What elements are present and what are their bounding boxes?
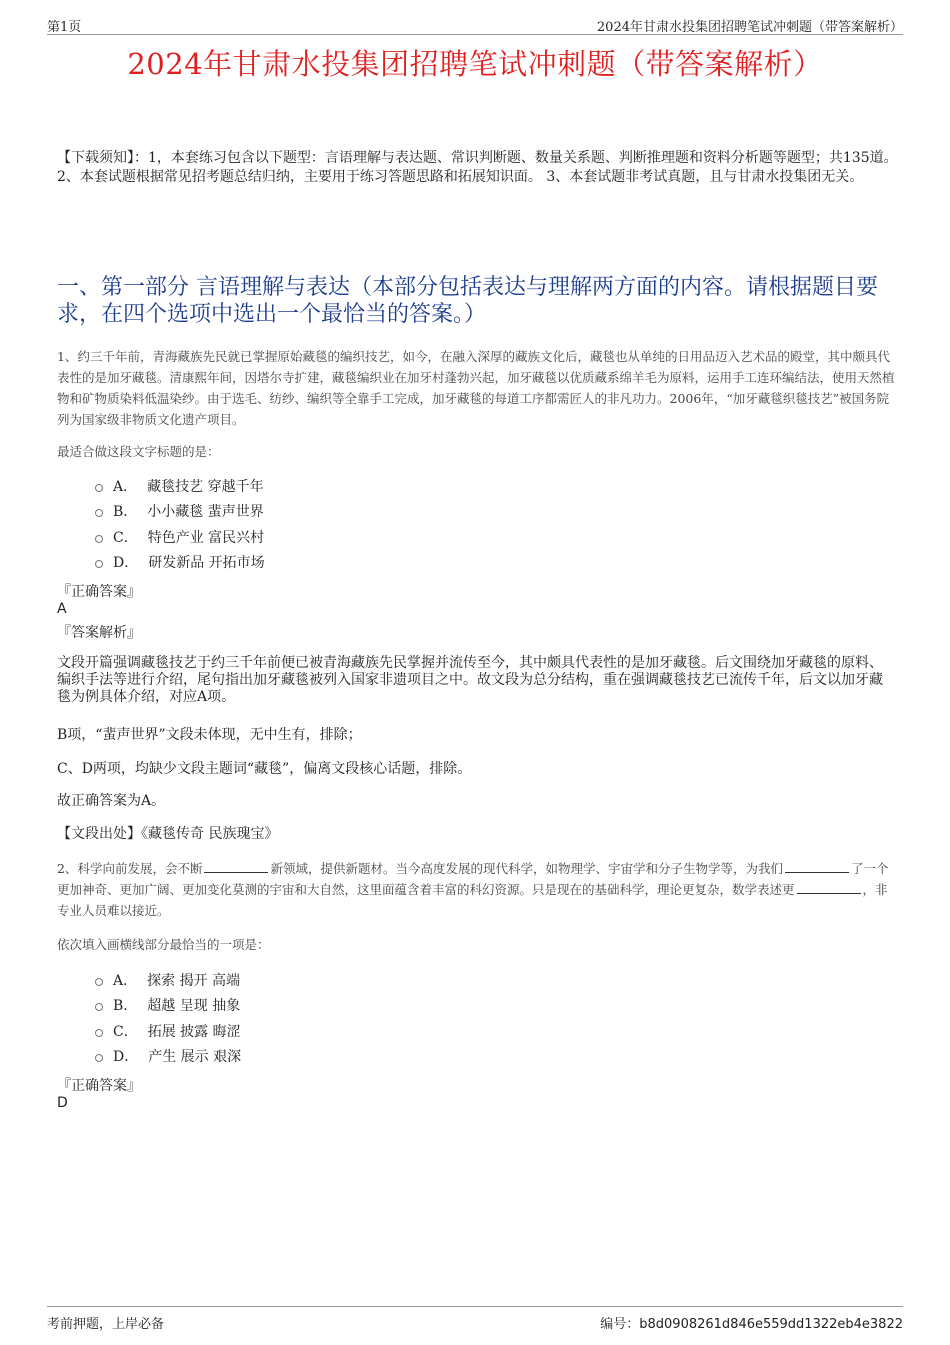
header-doc-title: 2024年甘肃水投集团招聘笔试冲刺题（带答案解析） <box>596 20 903 35</box>
fill-blank-1 <box>204 860 268 873</box>
question-1-options <box>95 473 265 575</box>
q1-option-b[interactable]: B． 小小藏毯 蜚声世界 <box>95 499 265 525</box>
question-2-stem: 2、科学向前发展，会不断 新领域，提供新题材。当今高度发展的现代科学，如物理学、宇宙学和分子生物学等，为我们 了一个更加神奇、更加广阔、更加变化莫测的宇宙和大自然，这里面蕴含着丰富的科幻资源。只是现在的基础科学，理论更复杂，数学表述更 ，非专业人员难以接近。 <box>57 861 889 918</box>
q2-option-d[interactable]: D． 产生 展示 艰深 <box>95 1044 241 1070</box>
q2-answer: D <box>57 1095 68 1111</box>
radio-button[interactable] <box>95 1054 103 1062</box>
q1-answer: A <box>57 601 67 617</box>
option-text: 探索 揭开 高端 <box>147 972 241 989</box>
radio-button[interactable] <box>95 484 103 492</box>
page-number: 第1页 <box>47 20 82 35</box>
q2-option-b[interactable]: B． 超越 呈现 抽象 <box>95 993 241 1019</box>
page-footer <box>47 1306 903 1332</box>
page-header <box>47 14 903 35</box>
q1-source: 【文段出处】《藏毯传奇 民族瑰宝》 <box>57 826 279 842</box>
q1-option-c[interactable]: C． 特色产业 富民兴村 <box>95 524 265 550</box>
q2-option-c[interactable]: C． 拓展 披露 晦涩 <box>95 1018 241 1044</box>
q1-analysis-paragraph: 文段开篇强调藏毯技艺于约三千年前便已被青海藏族先民掌握并流传至今，其中颇具代表性的是加牙藏毯。后文围绕加牙藏毯的原料、编织手法等进行介绍，尾句指出加牙藏毯被列入国家非遗项目之中。故文段为总分结构，重在强调藏毯技艺已流传千年，后文以加牙藏毯为例具体介绍，对应A项。 <box>57 655 883 705</box>
footer-slogan: 考前押题，上岸必备 <box>47 1317 165 1332</box>
q1-analysis-conclusion: 故正确答案为A。 <box>57 793 166 809</box>
question-1-stem: 1、约三千年前，青海藏族先民就已掌握原始藏毯的编织技艺，如今，在融入深厚的藏族文化后，藏毯也从单纯的日用品迈入艺术品的殿堂，其中颇具代表性的是加牙藏毯。清康熙年间，因塔尔寺扩建，藏毯编织业在加牙村蓬勃兴起，加牙藏毯以优质藏系绵羊毛为原料，运用手工连环编结法，使用天然植物和矿物质染料低温染纱。由于选毛、纺纱、编织等全靠手工完成，加牙藏毯的每道工序都需匠人的非凡功力。2006年，“加牙藏毯织毯技艺”被国务院列为国家级非物质文化遗产项目。 <box>57 349 895 427</box>
option-text: 特色产业 富民兴村 <box>147 529 265 546</box>
q2-option-a[interactable]: A． 探索 揭开 高端 <box>95 967 241 993</box>
fill-blank-3 <box>797 881 861 894</box>
radio-button[interactable] <box>95 978 103 986</box>
question-2-prompt: 依次填入画横线部分最恰当的一项是： <box>57 937 270 952</box>
question-2-options <box>95 967 241 1069</box>
q1-option-a[interactable]: A． 藏毯技艺 穿越千年 <box>95 473 265 499</box>
radio-button[interactable] <box>95 1003 103 1011</box>
option-text: 小小藏毯 蜚声世界 <box>147 504 264 521</box>
q2-correct-answer-label: 『正确答案』 <box>57 1078 141 1094</box>
fill-blank-2 <box>785 860 849 873</box>
radio-button[interactable] <box>95 509 103 517</box>
option-text: 拓展 披露 晦涩 <box>147 1023 241 1040</box>
q1-analysis-option-b: B项，“蜚声世界”文段未体现，无中生有，排除； <box>57 727 362 743</box>
q1-correct-answer-label: 『正确答案』 <box>57 584 141 600</box>
radio-button[interactable] <box>95 535 103 543</box>
option-text: 超越 呈现 抽象 <box>147 998 241 1015</box>
document-title: 2024年甘肃水投集团招聘笔试冲刺题（带答案解析） <box>127 47 823 81</box>
option-text: 产生 展示 艰深 <box>148 1049 242 1066</box>
download-notice: 【下载须知】：1，本套练习包含以下题型：言语理解与表达题、常识判断题、数量关系题、判断推理题和资料分析题等题型；共135道。 2、本套试题根据常见招考题总结归纳，主要用于练习答题思路和拓展知识面。 3、本套试题非考试真题，且与甘肃水投集团无关。 <box>57 150 898 185</box>
radio-button[interactable] <box>95 1029 103 1037</box>
radio-button[interactable] <box>95 560 103 568</box>
question-1-prompt: 最适合做这段文字标题的是： <box>57 444 220 459</box>
q1-option-d[interactable]: D． 研发新品 开拓市场 <box>95 550 265 576</box>
footer-doc-id: 编号：b8d0908261d846e559dd1322eb4e3822 <box>600 1317 903 1332</box>
option-text: 研发新品 开拓市场 <box>148 555 265 572</box>
q1-analysis-label: 『答案解析』 <box>57 625 141 641</box>
section-heading: 一、第一部分 言语理解与表达（本部分包括表达与理解两方面的内容。请根据题目要求，在四个选项中选出一个最恰当的答案。） <box>57 275 878 327</box>
option-text: 藏毯技艺 穿越千年 <box>147 478 264 495</box>
q1-analysis-options-cd: C、D两项，均缺少文段主题词“藏毯”，偏离文段核心话题，排除。 <box>57 761 472 777</box>
